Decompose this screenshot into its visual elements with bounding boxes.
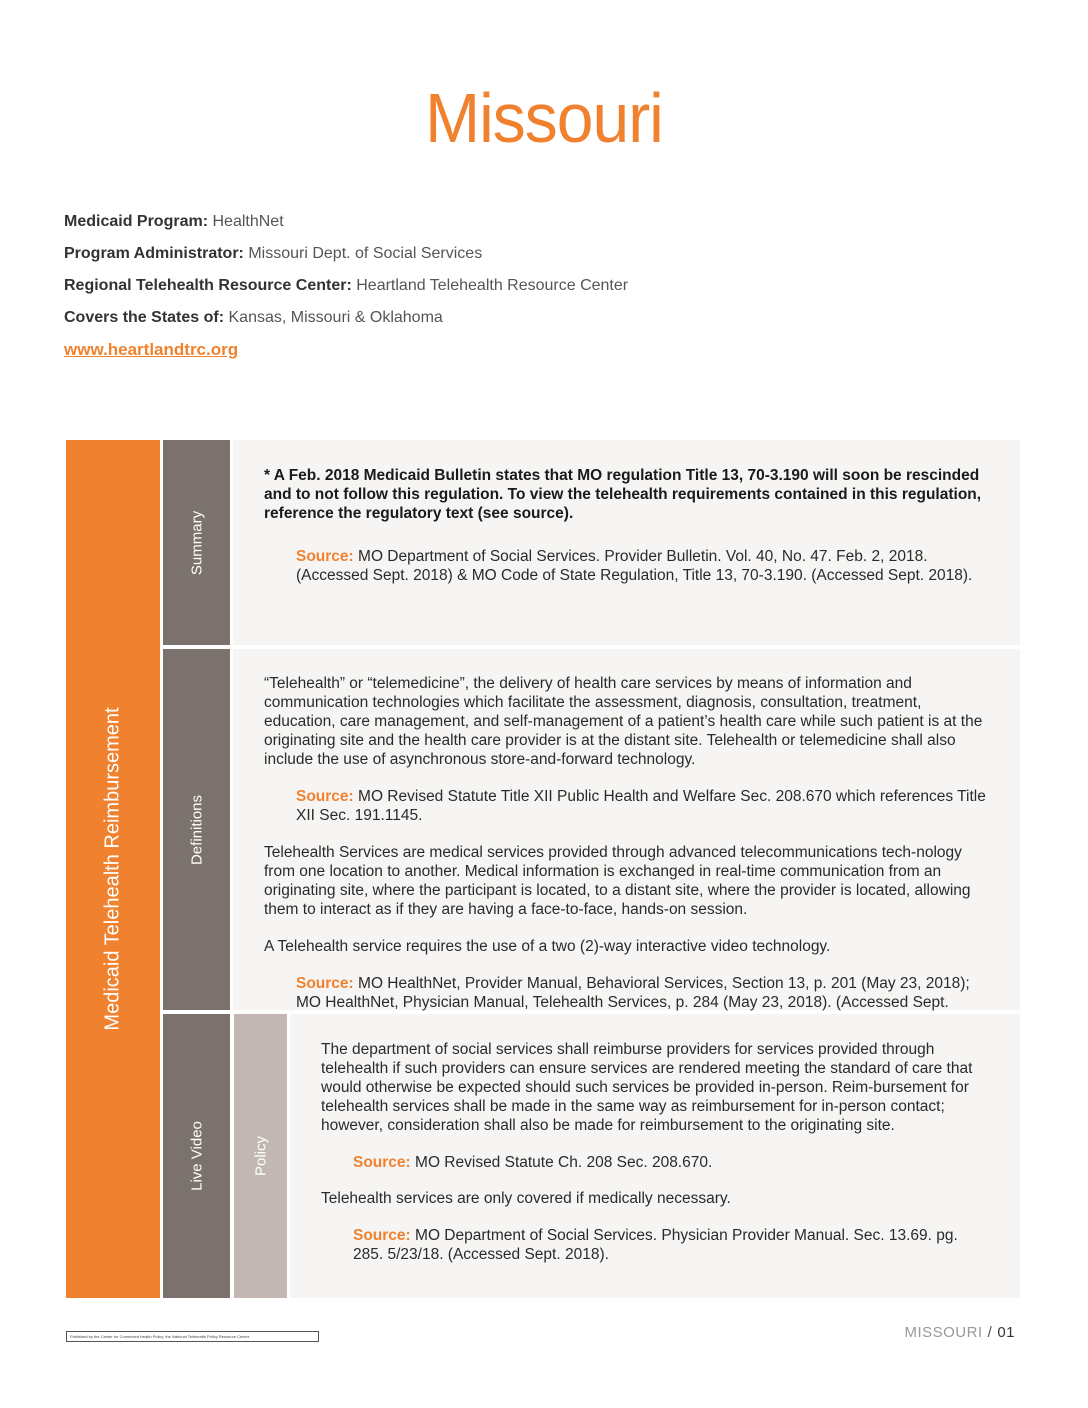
live-video-content [290,1014,1020,1298]
live-video-source-1 [353,1153,990,1172]
rtrc-label: Regional Telehealth Resource Center: [64,277,352,294]
main-column-label-text: Medicaid Telehealth Reimbursement [101,707,124,1031]
definitions-label-text: Definitions [188,794,205,865]
definitions-source-1-text: MO Revised Statute Title XII Public Health and Welfare Sec. 208.670 which references Title XII Sec. 191.1145. [296,788,986,824]
medicaid-program-line [64,210,628,242]
live-video-paragraph-reimburse: The department of social services shall reimburse providers for services provided through telehealth if such providers can ensure services are rendered meeting the standard of care that would otherwise be expected should such services be provided in-person. Reim-bursement for telehealth services shall be made in the same way as reimbursement for in-person contact; however, consideration shall also be made for reimbursement to the originating site. [321,1041,973,1134]
live-video-section-label [163,1014,230,1298]
page-number [904,1324,1015,1341]
footer-note-text: Published by the Center for Connected Health Policy, the National Telehealth Policy Resource Center. [70,1334,250,1339]
footer-separator: / [987,1324,993,1341]
definitions-paragraph-video: A Telehealth service requires the use of a two (2)-way interactive video technology. [264,938,831,955]
definitions-content [233,649,1020,1010]
footer-note-box [66,1331,319,1342]
summary-label-text: Summary [188,510,205,575]
policy-subsection-label [234,1014,287,1298]
live-video-source-2-text: MO Department of Social Services. Physician Provider Manual. Sec. 13.69. pg. 285. 5/23/18. (Accessed Sept. 2018). [353,1227,958,1263]
reimbursement-table [66,440,1020,1298]
definitions-source-1 [296,787,990,825]
footer-state-name: MISSOURI [904,1324,983,1341]
covers-states-label: Covers the States of: [64,309,225,326]
program-info [64,210,628,360]
covers-states-value: Kansas, Missouri & Oklahoma [228,309,443,326]
live-video-source-2 [353,1226,990,1264]
live-video-paragraph-necessary: Telehealth services are only covered if medically necessary. [321,1190,731,1207]
program-administrator-label: Program Administrator: [64,245,244,262]
definitions-source-1-label: Source: [296,788,354,805]
summary-source [296,547,990,585]
definitions-section-label [163,649,230,1010]
summary-text: * A Feb. 2018 Medicaid Bulletin states that MO regulation Title 13, 70-3.190 will soon be rescinded and to not follow this regulation. To view the telehealth requirements contained in this regulation, reference the regulatory text (see source). [264,467,982,522]
definitions-paragraph-services: Telehealth Services are medical services provided through advanced telecommunications tech-nology from one location to another. Medical information is exchanged in real-time communication from an originating site, where the participant is located, to a distant site, where the provider is located, allowing them to interact as if they are having a face-to-face, hands-on session. [264,844,971,918]
covers-states-line [64,306,628,338]
program-administrator-value: Missouri Dept. of Social Services [248,245,483,262]
definitions-source-2-text: MO HealthNet, Provider Manual, Behavioral Services, Section 13, p. 201 (May 23, 2018); MO HealthNet, Physician Manual, Telehealth Services, p. 284 (May 23, 2018). (Accessed Sept. [296,975,970,1011]
live-video-source-1-label: Source: [353,1154,411,1171]
medicaid-program-label: Medicaid Program: [64,213,209,230]
definitions-source-2-label: Source: [296,975,354,992]
website-link[interactable]: www.heartlandtrc.org [64,340,239,359]
live-video-label-text: Live Video [188,1121,205,1191]
rtrc-value: Heartland Telehealth Resource Center [356,277,629,294]
summary-source-text: MO Department of Social Services. Provider Bulletin. Vol. 40, No. 47. Feb. 2, 2018. (Accessed Sept. 2018) & MO Code of State Regulation, Title 13, 70-3.190. (Accessed Sept. 2018). [296,548,973,584]
live-video-source-2-label: Source: [353,1227,411,1244]
medicaid-program-value: HealthNet [212,213,284,230]
program-administrator-line [64,242,628,274]
rtrc-line [64,274,628,306]
definitions-paragraph-telehealth: “Telehealth” or “telemedicine”, the delivery of health care services by means of information and communication technologies which facilitate the assessment, diagnosis, consultation, treatment, education, care management, and self-management of a patient’s health care while such patient is at the originating site and the health care provider is at the distant site. Telehealth or telemedicine shall also include the use of asynchronous store-and-forward technology. [264,675,983,768]
policy-label-text: Policy [252,1135,269,1177]
page-title: Missouri [425,79,663,157]
summary-section-label [163,440,230,645]
summary-source-label: Source: [296,548,354,565]
summary-content [233,440,1020,645]
main-column-label [66,440,160,1298]
live-video-source-1-text: MO Revised Statute Ch. 208 Sec. 208.670. [415,1154,713,1171]
footer-page-number: 01 [997,1324,1015,1341]
